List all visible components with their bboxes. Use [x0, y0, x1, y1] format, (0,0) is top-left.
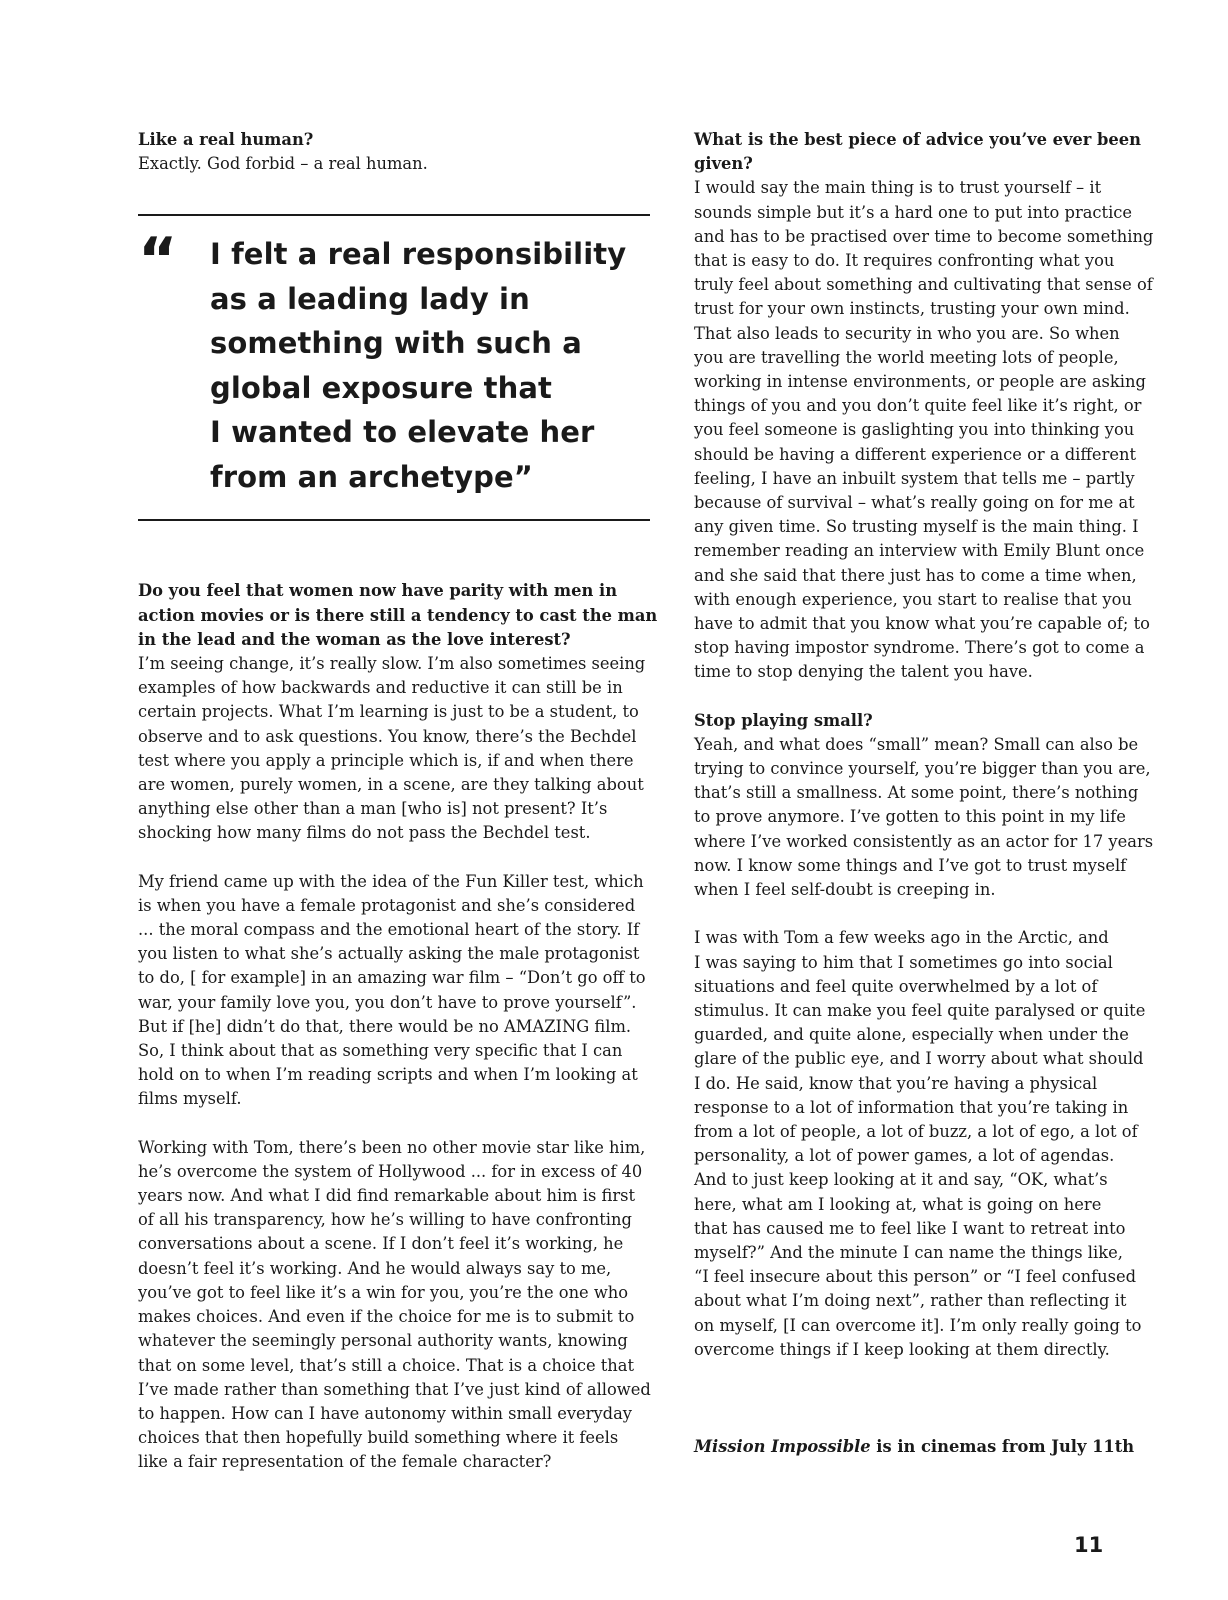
- question-heading: [694, 128, 1168, 176]
- body-paragraph: [694, 926, 1168, 1362]
- text-line: feeling, I have an inbuilt system that tells me – partly: [694, 468, 1135, 488]
- text-line: sounds simple but it’s a hard one to put into practice: [694, 202, 1133, 222]
- answer-paragraph: [694, 733, 1168, 902]
- text-line: I was with Tom a few weeks ago in the Arctic, and: [694, 928, 1109, 948]
- release-date-text: is in cinemas from July 11th: [870, 1436, 1135, 1456]
- text-line: certain projects. What I’m learning is just to be a student, to: [138, 702, 639, 722]
- text-line: now. I know some things and I’ve got to trust myself: [694, 855, 1127, 875]
- text-line: with enough experience, you start to realise that you: [694, 589, 1132, 609]
- text-line: ... the moral compass and the emotional heart of the story. If: [138, 920, 640, 940]
- text-line: that’s still a smallness. At some point, there’s nothing: [694, 783, 1139, 803]
- text-line: have to admit that you know what you’re capable of; to: [694, 614, 1150, 634]
- text-line: glare of the public eye, and I worry about what should: [694, 1049, 1144, 1069]
- text-line: and she said that there just has to come a time when,: [694, 565, 1137, 585]
- text-line: “I feel insecure about this person” or “I feel confused: [694, 1267, 1137, 1287]
- text-line: to happen. How can I have autonomy within small everyday: [138, 1403, 632, 1423]
- text-line: war, your family love you, you don’t have to prove yourself”.: [138, 992, 637, 1012]
- pull-quote-line: from an archetype”: [210, 459, 533, 494]
- text-line: examples of how backwards and reductive it can still be in: [138, 678, 623, 698]
- text-line: trust for your own instincts, trusting your own mind.: [694, 299, 1130, 319]
- text-line: overcome things if I keep looking at them directly.: [694, 1339, 1110, 1359]
- text-line: shocking how many films do not pass the Bechdel test.: [138, 823, 591, 843]
- text-line: you’ve got to feel like it’s a win for you, you’re the one who: [138, 1282, 629, 1302]
- text-line: action movies or is there still a tendency to cast the man: [138, 605, 658, 625]
- text-line: that is easy to do. It requires confronting what you: [694, 251, 1115, 271]
- text-line: any given time. So trusting myself is the main thing. I: [694, 517, 1139, 537]
- text-line: I’m seeing change, it’s really slow. I’m also sometimes seeing: [138, 654, 646, 674]
- text-line: that on some level, that’s still a choice. That is a choice that: [138, 1355, 635, 1375]
- text-line: you listen to what she’s actually asking the male protagonist: [138, 944, 640, 964]
- text-line: time to stop denying the talent you have.: [694, 662, 1033, 682]
- text-line: like a fair representation of the female character?: [138, 1452, 552, 1472]
- text-line: trying to convince yourself, you’re bigger than you are,: [694, 759, 1151, 779]
- text-line: about what I’m doing next”, rather than reflecting it: [694, 1291, 1127, 1311]
- quote-mark-icon: “: [138, 225, 178, 296]
- text-line: conversations about a scene. If I don’t feel it’s working, he: [138, 1234, 624, 1254]
- text-line: is when you have a female protagonist and she’s considered: [138, 895, 636, 915]
- text-line: hold on to when I’m reading scripts and when I’m looking at: [138, 1065, 638, 1085]
- text-line: That also leads to security in who you are. So when: [694, 323, 1120, 343]
- text-line: choices that then hopefully build something where it feels: [138, 1428, 619, 1448]
- answer-paragraph: [138, 652, 660, 846]
- text-line: films myself.: [138, 1089, 242, 1109]
- text-line: Yeah, and what does “small” mean? Small can also be: [694, 734, 1139, 754]
- text-line: Working with Tom, there’s been no other movie star like him,: [138, 1137, 646, 1157]
- text-line: because of survival – what’s really going on for me at: [694, 493, 1135, 513]
- right-column: [694, 128, 1168, 1459]
- pull-quote-line: global exposure that: [210, 370, 552, 405]
- text-line: And to just keep looking at it and say, “OK, what’s: [694, 1170, 1108, 1190]
- text-line: makes choices. And even if the choice for me is to submit to: [138, 1307, 635, 1327]
- text-line: doesn’t feel it’s working. And he would always say to me,: [138, 1258, 612, 1278]
- pull-quote-text: [210, 232, 650, 499]
- text-line: from a lot of people, a lot of buzz, a lot of ego, a lot of: [694, 1121, 1138, 1141]
- text-line: So, I think about that as something very specific that I can: [138, 1041, 623, 1061]
- text-line: of all his transparency, how he’s willing to have confronting: [138, 1210, 632, 1230]
- text-line: I would say the main thing is to trust yourself – it: [694, 178, 1102, 198]
- text-line: whatever the seemingly personal authority wants, knowing: [138, 1331, 628, 1351]
- pull-quote-line: something with such a: [210, 326, 582, 361]
- text-line: and has to be practised over time to become something: [694, 226, 1154, 246]
- text-line: anything else other than a man [who is] not present? It’s: [138, 799, 608, 819]
- text-line: truly feel about something and cultivating that sense of: [694, 275, 1153, 295]
- release-info: [694, 1435, 1168, 1459]
- answer-paragraph: [694, 176, 1168, 684]
- text-line: to do, [ for example] in an amazing war film – “Don’t go off to: [138, 968, 646, 988]
- text-line: Do you feel that women now have parity with men in: [138, 581, 618, 601]
- pull-quote-line: I wanted to elevate her: [210, 415, 595, 450]
- question-heading: [138, 579, 660, 652]
- text-line: you are travelling the world meeting lots of people,: [694, 347, 1119, 367]
- film-title: Mission Impossible: [694, 1436, 871, 1456]
- text-line: guarded, and quite alone, especially when under the: [694, 1025, 1129, 1045]
- question-heading: Like a real human?: [138, 130, 314, 149]
- text-line: What is the best piece of advice you’ve ever been: [694, 130, 1141, 149]
- text-line: situations and feel quite overwhelmed by a lot of: [694, 976, 1098, 996]
- text-line: working in intense environments, or people are asking: [694, 372, 1146, 392]
- text-line: observe and to ask questions. You know, there’s the Bechdel: [138, 726, 637, 746]
- text-line: where I’ve worked consistently as an actor for 17 years: [694, 831, 1154, 851]
- text-line: you feel someone is gaslighting you into thinking you: [694, 420, 1135, 440]
- text-line: given?: [694, 154, 753, 174]
- text-line: years now. And what I did find remarkable about him is first: [138, 1186, 636, 1206]
- page-number: 11: [1074, 1533, 1104, 1557]
- text-line: are women, purely women, in a scene, are they talking about: [138, 775, 644, 795]
- text-line: My friend came up with the idea of the Fun Killer test, which: [138, 871, 644, 891]
- pull-quote: [138, 214, 650, 521]
- text-line: stop having impostor syndrome. There’s got to come a: [694, 638, 1145, 658]
- text-line: stimulus. It can make you feel quite paralysed or quite: [694, 1000, 1146, 1020]
- text-line: to prove anymore. I’ve gotten to this point in my life: [694, 807, 1126, 827]
- text-line: should be having a different experience or a different: [694, 444, 1137, 464]
- text-line: I do. He said, know that you’re having a physical: [694, 1073, 1098, 1093]
- text-line: he’s overcome the system of Hollywood ... for in excess of 40: [138, 1161, 643, 1181]
- text-line: on myself, [I can overcome it]. I’m only really going to: [694, 1315, 1142, 1335]
- text-line: in the lead and the woman as the love interest?: [138, 629, 571, 649]
- text-line: things of you and you don’t quite feel like it’s right, or: [694, 396, 1142, 416]
- left-column: [138, 128, 660, 1475]
- text-line: test where you apply a principle which is, if and when there: [138, 750, 634, 770]
- pull-quote-line: as a leading lady in: [210, 281, 530, 316]
- text-line: myself?” And the minute I can name the things like,: [694, 1242, 1123, 1262]
- question-heading: Stop playing small?: [694, 710, 873, 730]
- body-paragraph: [138, 870, 660, 1112]
- text-line: here, what am I looking at, what is going on here: [694, 1194, 1102, 1214]
- text-line: remember reading an interview with Emily Blunt once: [694, 541, 1145, 561]
- text-line: personality, a lot of power games, a lot of agendas.: [694, 1146, 1115, 1166]
- text-line: response to a lot of information that you’re taking in: [694, 1097, 1129, 1117]
- text-line: I was saying to him that I sometimes go into social: [694, 952, 1113, 972]
- text-line: I’ve made rather than something that I’ve just kind of allowed: [138, 1379, 651, 1399]
- text-line: when I feel self-doubt is creeping in.: [694, 880, 996, 900]
- text-line: But if [he] didn’t do that, there would be no AMAZING film.: [138, 1016, 632, 1036]
- pull-quote-line: I felt a real responsibility: [210, 237, 627, 272]
- answer-paragraph: Exactly. God forbid – a real human.: [138, 154, 428, 174]
- body-paragraph: [138, 1136, 660, 1475]
- text-line: that has caused me to feel like I want to retreat into: [694, 1218, 1126, 1238]
